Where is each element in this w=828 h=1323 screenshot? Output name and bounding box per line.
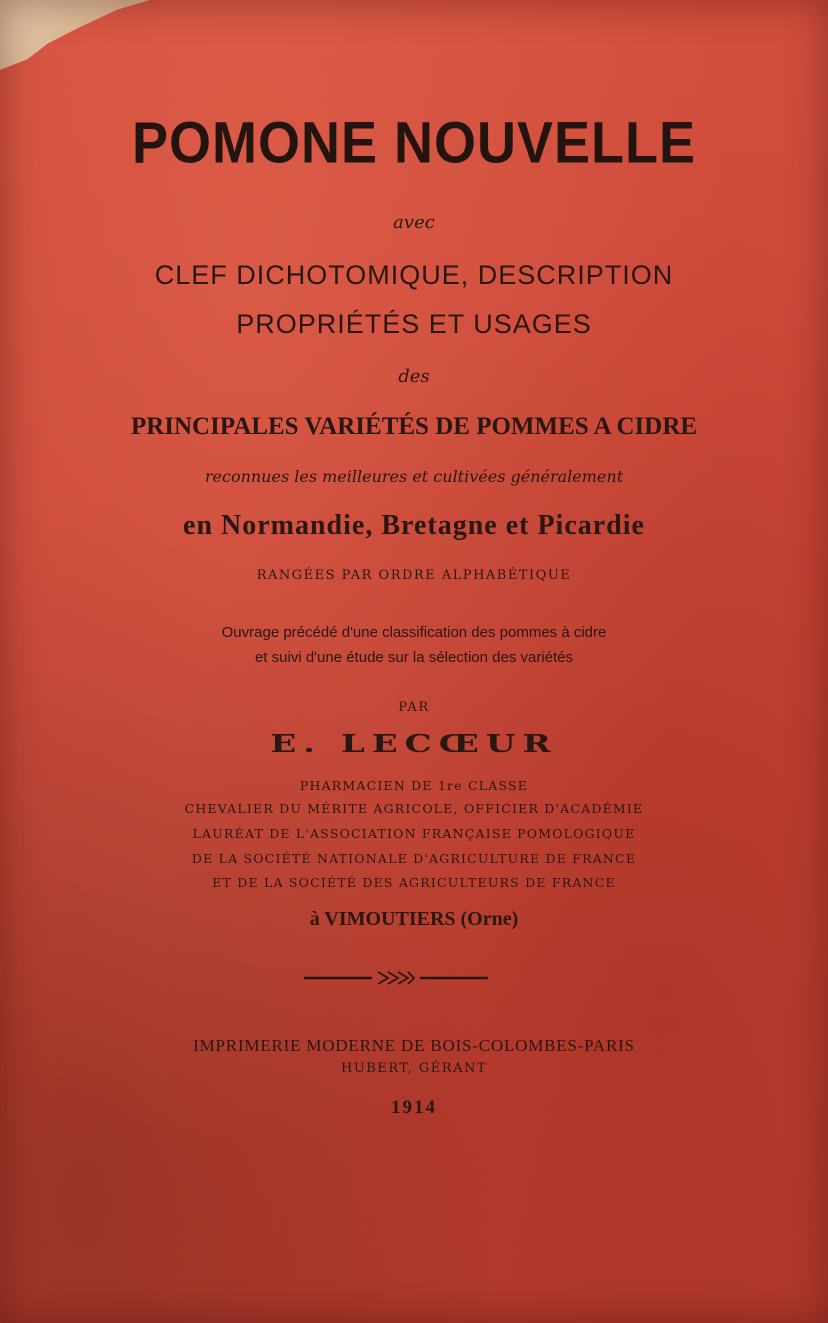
credential-line: LAURÉAT DE L'ASSOCIATION FRANÇAISE POMOLOGIQUE xyxy=(192,826,636,841)
subtitle-line-1: CLEF DICHOTOMIQUE, DESCRIPTION xyxy=(154,260,674,290)
regions-line: en Normandie, Bretagne et Picardie xyxy=(183,510,645,541)
publication-year: 1914 xyxy=(391,1097,437,1118)
work-description-1: Ouvrage précédé d'une classification des pommes à cidre xyxy=(221,624,607,641)
par-label: PAR xyxy=(398,700,430,715)
credential-line: CHEVALIER DU MÉRITE AGRICOLE, OFFICIER D'ACADÉMIE xyxy=(184,801,644,816)
torn-corner xyxy=(0,0,150,70)
place-line: à VIMOUTIERS (Orne) xyxy=(309,908,519,930)
work-description-2: et suivi d'une étude sur la sélection des variétés xyxy=(254,649,574,666)
recognized-line: reconnues les meilleures et cultivées généralement xyxy=(204,467,624,486)
credential-line: PHARMACIEN DE 1re CLASSE xyxy=(299,778,529,793)
connector-des: des xyxy=(398,366,430,387)
order-line: RANGÉES PAR ORDRE ALPHABÉTIQUE xyxy=(256,568,572,583)
printer-line-1: IMPRIMERIE MODERNE DE BOIS-COLOMBES-PARIS xyxy=(193,1036,635,1055)
ornament-divider xyxy=(0,966,828,990)
author-name: E. LECŒUR xyxy=(270,729,558,759)
subtitle-line-2: PROPRIÉTÉS ET USAGES xyxy=(236,309,592,339)
printer-line-2: HUBERT, GÉRANT xyxy=(340,1061,488,1076)
main-subject: PRINCIPALES VARIÉTÉS DE POMMES A CIDRE xyxy=(130,413,698,440)
credential-line: ET DE LA SOCIÉTÉ DES AGRICULTEURS DE FRANCE xyxy=(212,875,616,890)
credential-line: DE LA SOCIÉTÉ NATIONALE D'AGRICULTURE DE FRANCE xyxy=(191,851,637,866)
book-title: POMONE NOUVELLE xyxy=(131,110,697,176)
connector-avec: avec xyxy=(393,212,435,233)
